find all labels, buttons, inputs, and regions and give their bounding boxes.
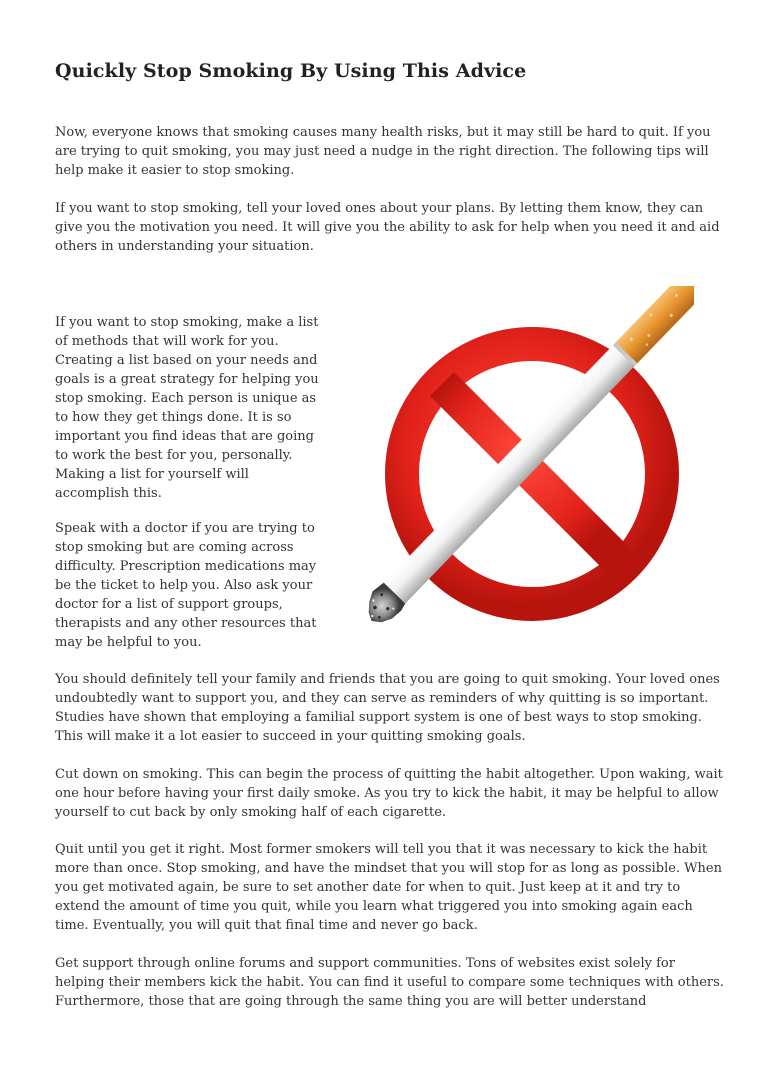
paragraph-tell-family: You should definitely tell your family and friends that you are going to quit smoking. Your loved ones undoubtedly want to support you, and they can serve as reminders of why quitting is so important. Studies have shown that employing a familial support system is one of best ways to stop smoking. This will make it a lot easier to succeed in your quitting smoking goals. <box>55 672 720 744</box>
paragraph-tell-loved-ones: If you want to stop smoking, tell your loved ones about your plans. By letting them know, they can give you the motivation you need. It will give you the ability to ask for help when you need it and aid others in understanding your situation. <box>55 201 720 254</box>
paragraph-speak-doctor: Speak with a doctor if you are trying to stop smoking but are coming across difficulty. Prescription medications may be the ticket to help you. Also ask your doctor for a list of support groups, therapists and any other resources that may be helpful to you. <box>55 521 317 650</box>
paragraph-intro: Now, everyone knows that smoking causes many health risks, but it may still be hard to quit. If you are trying to quit smoking, you may just need a nudge in the right direction. The following tips will help make it easier to stop smoking. <box>55 125 711 178</box>
paragraph-make-list: If you want to stop smoking, make a list of methods that will work for you. Creating a list based on your needs and goals is a great strategy for helping you stop smoking. Each person is unique as to how they get things done. It is so important you find ideas that are going to work the best for you, personally. Making a list for yourself will accomplish this. <box>55 315 319 501</box>
paragraph-online-support: Get support through online forums and support communities. Tons of websites exist solely for helping their members kick the habit. You can find it useful to compare some techniques with others. Furthermore, those that are going through the same thing you are will better understand <box>55 956 724 1009</box>
paragraph-cut-down: Cut down on smoking. This can begin the process of quitting the habit altogether. Upon waking, wait one hour before having your first daily smoke. As you try to kick the habit, it may be helpful to allow yourself to cut back by only smoking half of each cigarette. <box>55 767 723 820</box>
paragraph-quit-until-right: Quit until you get it right. Most former smokers will tell you that it was necessary to kick the habit more than once. Stop smoking, and have the mindset that you will stop for as long as possible. When you get motivated again, be sure to set another date for when to quit. Just keep at it and try to extend the amount of time you quit, while you learn what triggered you into smoking again each time. Eventually, you will quit that final time and never go back. <box>55 842 722 933</box>
no-smoking-icon <box>342 286 694 646</box>
page-title: Quickly Stop Smoking By Using This Advice <box>55 60 527 82</box>
